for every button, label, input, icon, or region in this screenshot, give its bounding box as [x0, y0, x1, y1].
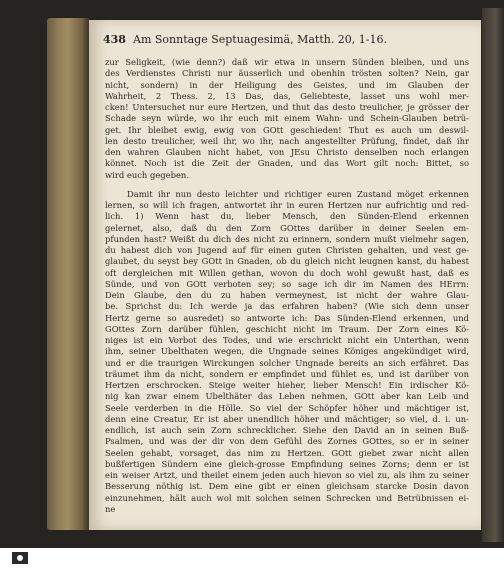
text-line: gelernet, also, daß du den Zorn GOttes darüber in deiner Seelen em- [105, 222, 469, 233]
text-line: get. Ihr bleibet ewig, ewig von GOtt geschieden! Thut es auch um deswil- [105, 124, 469, 135]
text-line: pfunden hast? Weißt du dich des nicht zu erinnern, sondern mußt vielmehr sagen, [105, 233, 469, 244]
text-line: Dein Glaube, den du zu haben vermeynest, ist nicht der wahre Glau- [105, 290, 469, 300]
text-line: endlich, ist auch sein Zorn schrecklicher. Siehe den David an in seinen Buß- [105, 425, 469, 435]
text-line: Damit ihr nun desto leichter und richtiger euren Zustand möget erkennen [127, 188, 469, 199]
text-line: GOttes Zorn darüber fühlen, geschicht nicht im Traum. Der Zorn eines Kö- [105, 323, 469, 334]
book-page [89, 20, 481, 530]
text-line: be. Sprichst du: Ich werde ja das erfahren haben? (Wie sich denn unser [105, 301, 469, 312]
text-line: Hertz gerne so ausredet) so antworte ich: Das Sünden-Elend erkennen, und [105, 312, 469, 323]
text-line: des Verdienstes Christi nur äusserlich und obenhin trösten solten? Nein, gar [105, 68, 469, 79]
text-line: Seelen gehabt, vorsaget, das nim zu Hertzen. GOtt giebet zwar nicht allen [105, 447, 469, 458]
text-line: könnet. Noch ist die Zeit der Gnaden, und das Wort gilt noch: Bittet, so [105, 158, 469, 169]
facing-page-edge [482, 8, 504, 542]
text-line: lernen, so will ich fragen, antwortet ihr in euren Hertzen nur aufrichtig und red- [105, 200, 469, 210]
text-line: Seele verderben in die Hölle. So viel der Schöpfer höher und mächtiger ist, [105, 402, 469, 413]
text-line: und er die traurigen Wirckungen solcher Ungnade bereits an sich erfähret. Das [105, 357, 469, 368]
text-line: Wahrheit, 2 Thess. 2, 13 Das, das, Geliebteste, lasset uns wohl mer- [105, 90, 469, 101]
book-spine [47, 18, 89, 530]
text-line: Sünde, und von GOtt verboten sey; so sage ich dir im Namen des HErrn: [105, 278, 469, 289]
text-line: ihm, seiner Ubelthaten wegen, die Ungnade seines Königes angekündiget wird, [105, 346, 469, 357]
text-line: cken! Untersuchet nur eure Hertzen, und thut das desto treulicher, je grösser der [105, 102, 469, 112]
text-line: wird euch gegeben. [105, 169, 189, 180]
text-line: du habest dich von Jugend auf für einen guten Christen gehalten, und vest ge- [105, 245, 469, 255]
text-line: nicht, sondern) in der Heiligung des Geistes, und im Glauben der [105, 79, 469, 90]
text-line: Hertzen erschrocken. Steige weiter hieher, lieber Mensch! Ein irdischer Kö- [105, 380, 469, 390]
page-body [105, 57, 469, 515]
text-line: Psalmen, und was der dir von dem Gefühl des Zornes GOttes, so er in seiner [105, 436, 469, 447]
text-line: den wahren Glauben nicht habet, von JEsu Christo denselben noch erlangen [105, 147, 469, 157]
text-line: nig kan zwar einem Ubelthäter das Leben nehmen, GOtt aber kan Leib und [105, 391, 469, 402]
text-line: Besserung nöthig ist. Dem eine gibt er einen gleichsam starcke Dosin davon [105, 481, 469, 492]
text-line: niges ist ein Vorbot des Todes, und wie erschrickt nicht ein Unterthan, wenn [105, 335, 469, 345]
text-line: träumet ihm da nicht, sondern er empfindet und fühlet es, und ist darüber von [105, 368, 469, 379]
text-line: ein weiser Artzt, und theilet einem jeden auch hievon so viel zu, als ihm zu seiner [105, 470, 469, 480]
text-line: len desto treulicher, weil ihr, wo ihr, nach angestellter Prüfung, findet, daß ihr [105, 135, 469, 146]
text-line: oft dergleichen mit Willen gethan, wovon du doch wohl gewußt hast, daß es [105, 267, 469, 278]
running-title: Am Sonntage Septuagesimä, Matth. 20, 1-16. [133, 33, 388, 46]
text-line: einzunehmen, hält auch wol mit solchen seinen Schrecken und Betrübnissen ei- [105, 492, 469, 503]
text-line: ne [105, 503, 116, 514]
text-line: bußfertigen Sündern eine gleich-grosse Empfindung seines Zorns; denn er ist [105, 458, 469, 469]
page-header [103, 33, 473, 51]
text-line: glaubet, du seyst bey GOtt in Gnaden, ob du gleich nicht leugnen kanst, du habest [105, 256, 469, 267]
text-line: lich. 1) Wenn hast du, lieber Mensch, den Sünden-Elend erkennen [105, 211, 469, 222]
text-line: zur Seligkeit, (wie denn?) daß wir etwa in unsern Sünden bleiben, und uns [105, 57, 469, 67]
page-number: 438 [103, 33, 126, 46]
text-line: denn eine Creatur, Er ist aber unendlich höher und mächtiger; so viel, d. i. un- [105, 413, 469, 424]
text-line: Schade seyn würde, wo ihr euch mit einem Wahn- und Schein-Glauben betrü- [105, 113, 469, 124]
library-logo [8, 552, 32, 576]
